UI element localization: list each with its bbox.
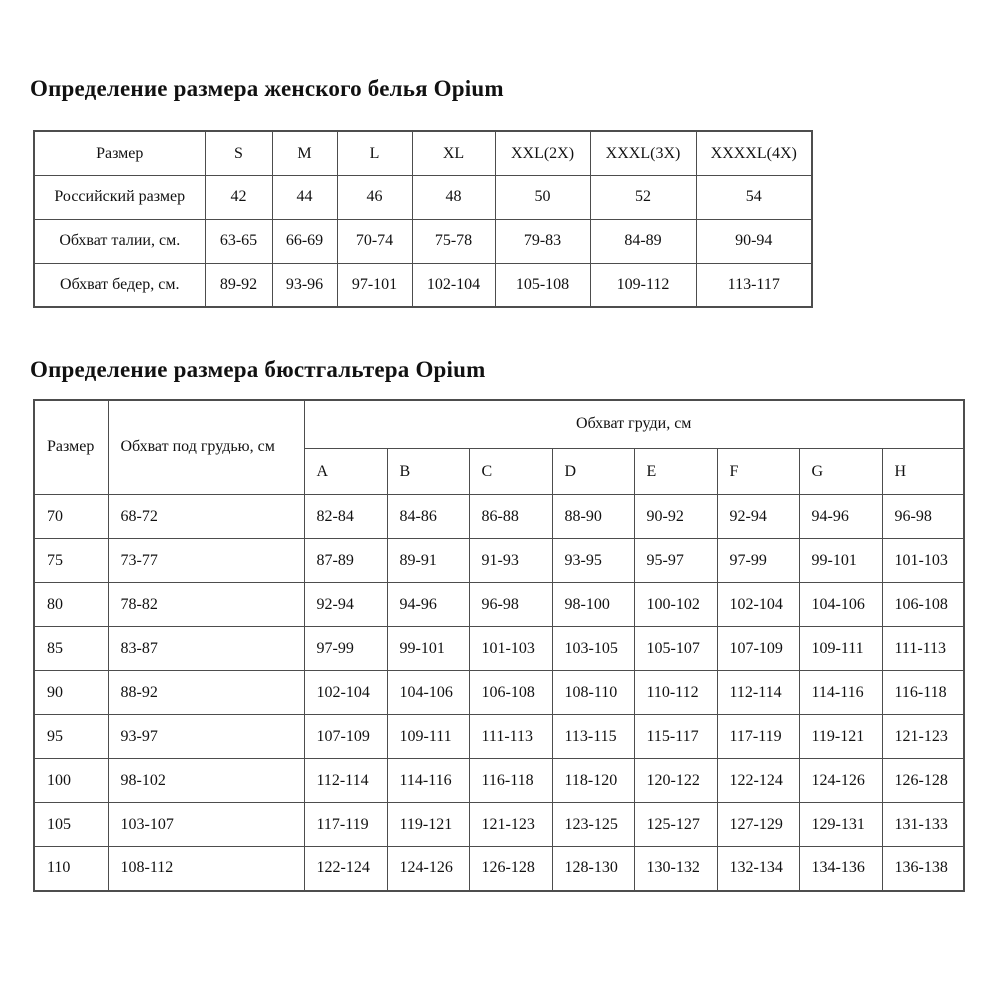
underwear-data-row [34, 263, 812, 307]
underwear-header-label-cell: Размер [34, 131, 205, 175]
bust-range-cell: 106-108 [469, 671, 552, 715]
bust-range-cell: 114-116 [387, 759, 469, 803]
bust-range-cell: 122-124 [304, 847, 387, 891]
bust-range-cell: 120-122 [634, 759, 717, 803]
bra-size-header-cell: Размер [34, 400, 108, 495]
bust-range-cell: 128-130 [552, 847, 634, 891]
bust-range-cell: 132-134 [717, 847, 799, 891]
bust-range-cell: 105-107 [634, 627, 717, 671]
bust-range-cell: 136-138 [882, 847, 964, 891]
value-cell: 97-101 [337, 263, 412, 307]
bust-range-cell: 101-103 [882, 539, 964, 583]
bra-section-title: Определение размера бюстгальтера Opium [30, 357, 486, 383]
value-cell: 54 [696, 175, 812, 219]
underwear-header-row [34, 131, 812, 175]
value-cell: 46 [337, 175, 412, 219]
value-cell: 44 [272, 175, 337, 219]
bust-range-cell: 89-91 [387, 539, 469, 583]
band-size-cell: 90 [34, 671, 108, 715]
value-cell: 79-83 [495, 219, 590, 263]
cup-letter-cell: G [799, 449, 882, 495]
bust-range-cell: 112-114 [304, 759, 387, 803]
bust-range-cell: 97-99 [717, 539, 799, 583]
bra-data-row [34, 627, 964, 671]
value-cell: 75-78 [412, 219, 495, 263]
value-cell: 63-65 [205, 219, 272, 263]
bust-range-cell: 111-113 [469, 715, 552, 759]
row-label-cell: Обхват бедер, см. [34, 263, 205, 307]
bust-range-cell: 130-132 [634, 847, 717, 891]
underbust-range-cell: 108-112 [108, 847, 304, 891]
underbust-range-cell: 78-82 [108, 583, 304, 627]
underwear-size-header-cell: L [337, 131, 412, 175]
underwear-size-table [33, 130, 813, 308]
bust-range-cell: 110-112 [634, 671, 717, 715]
bust-range-cell: 121-123 [882, 715, 964, 759]
bust-range-cell: 101-103 [469, 627, 552, 671]
underwear-data-row [34, 219, 812, 263]
bust-range-cell: 125-127 [634, 803, 717, 847]
bust-range-cell: 107-109 [304, 715, 387, 759]
band-size-cell: 110 [34, 847, 108, 891]
value-cell: 105-108 [495, 263, 590, 307]
bra-table-body [34, 400, 964, 891]
bust-range-cell: 117-119 [304, 803, 387, 847]
band-size-cell: 95 [34, 715, 108, 759]
cup-letter-cell: D [552, 449, 634, 495]
bust-range-cell: 116-118 [469, 759, 552, 803]
bust-range-cell: 102-104 [717, 583, 799, 627]
bra-data-row [34, 671, 964, 715]
bra-bust-group-header-cell: Обхват груди, см [304, 400, 964, 449]
bust-range-cell: 122-124 [717, 759, 799, 803]
underwear-data-row [34, 175, 812, 219]
bust-range-cell: 102-104 [304, 671, 387, 715]
bust-range-cell: 93-95 [552, 539, 634, 583]
underbust-range-cell: 83-87 [108, 627, 304, 671]
bra-data-row [34, 759, 964, 803]
bust-range-cell: 127-129 [717, 803, 799, 847]
bust-range-cell: 87-89 [304, 539, 387, 583]
value-cell: 52 [590, 175, 696, 219]
bust-range-cell: 94-96 [387, 583, 469, 627]
bra-data-row [34, 583, 964, 627]
band-size-cell: 70 [34, 495, 108, 539]
bust-range-cell: 111-113 [882, 627, 964, 671]
bust-range-cell: 119-121 [387, 803, 469, 847]
bust-range-cell: 113-115 [552, 715, 634, 759]
cup-letter-cell: A [304, 449, 387, 495]
row-label-cell: Обхват талии, см. [34, 219, 205, 263]
bust-range-cell: 109-111 [799, 627, 882, 671]
bra-data-row [34, 803, 964, 847]
cup-letter-cell: H [882, 449, 964, 495]
bust-range-cell: 126-128 [882, 759, 964, 803]
row-label-cell: Российский размер [34, 175, 205, 219]
underbust-range-cell: 88-92 [108, 671, 304, 715]
bust-range-cell: 99-101 [387, 627, 469, 671]
bust-range-cell: 96-98 [469, 583, 552, 627]
bust-range-cell: 90-92 [634, 495, 717, 539]
underwear-table-body [34, 131, 812, 307]
bust-range-cell: 112-114 [717, 671, 799, 715]
underwear-size-header-cell: XXXL(3X) [590, 131, 696, 175]
bust-range-cell: 115-117 [634, 715, 717, 759]
bust-range-cell: 86-88 [469, 495, 552, 539]
value-cell: 113-117 [696, 263, 812, 307]
bust-range-cell: 126-128 [469, 847, 552, 891]
underwear-size-header-cell: XXXXL(4X) [696, 131, 812, 175]
bust-range-cell: 94-96 [799, 495, 882, 539]
bust-range-cell: 108-110 [552, 671, 634, 715]
underwear-size-header-cell: M [272, 131, 337, 175]
bust-range-cell: 131-133 [882, 803, 964, 847]
value-cell: 93-96 [272, 263, 337, 307]
underwear-section-title: Определение размера женского белья Opium [30, 76, 504, 101]
value-cell: 50 [495, 175, 590, 219]
bust-range-cell: 123-125 [552, 803, 634, 847]
band-size-cell: 80 [34, 583, 108, 627]
value-cell: 66-69 [272, 219, 337, 263]
underbust-range-cell: 93-97 [108, 715, 304, 759]
underbust-range-cell: 68-72 [108, 495, 304, 539]
bust-range-cell: 103-105 [552, 627, 634, 671]
bust-range-cell: 134-136 [799, 847, 882, 891]
bust-range-cell: 104-106 [799, 583, 882, 627]
value-cell: 70-74 [337, 219, 412, 263]
bust-range-cell: 82-84 [304, 495, 387, 539]
underbust-range-cell: 103-107 [108, 803, 304, 847]
bust-range-cell: 114-116 [799, 671, 882, 715]
band-size-cell: 85 [34, 627, 108, 671]
bust-range-cell: 95-97 [634, 539, 717, 583]
bra-header-row-top [34, 400, 964, 449]
bust-range-cell: 106-108 [882, 583, 964, 627]
bust-range-cell: 109-111 [387, 715, 469, 759]
underbust-range-cell: 98-102 [108, 759, 304, 803]
bust-range-cell: 97-99 [304, 627, 387, 671]
bra-size-table [33, 399, 965, 892]
bra-data-row [34, 847, 964, 891]
bust-range-cell: 96-98 [882, 495, 964, 539]
cup-letter-cell: B [387, 449, 469, 495]
bra-data-row [34, 539, 964, 583]
bust-range-cell: 129-131 [799, 803, 882, 847]
bust-range-cell: 91-93 [469, 539, 552, 583]
bust-range-cell: 88-90 [552, 495, 634, 539]
cup-letter-cell: C [469, 449, 552, 495]
band-size-cell: 75 [34, 539, 108, 583]
bra-data-row [34, 495, 964, 539]
bust-range-cell: 119-121 [799, 715, 882, 759]
value-cell: 89-92 [205, 263, 272, 307]
bust-range-cell: 99-101 [799, 539, 882, 583]
value-cell: 42 [205, 175, 272, 219]
value-cell: 102-104 [412, 263, 495, 307]
bust-range-cell: 98-100 [552, 583, 634, 627]
bust-range-cell: 92-94 [304, 583, 387, 627]
underwear-size-header-cell: XXL(2X) [495, 131, 590, 175]
band-size-cell: 105 [34, 803, 108, 847]
cup-letter-cell: E [634, 449, 717, 495]
bust-range-cell: 107-109 [717, 627, 799, 671]
bust-range-cell: 100-102 [634, 583, 717, 627]
cup-letter-cell: F [717, 449, 799, 495]
underwear-size-header-cell: XL [412, 131, 495, 175]
value-cell: 84-89 [590, 219, 696, 263]
bust-range-cell: 117-119 [717, 715, 799, 759]
bust-range-cell: 124-126 [387, 847, 469, 891]
bust-range-cell: 92-94 [717, 495, 799, 539]
underwear-size-header-cell: S [205, 131, 272, 175]
bra-underbust-header-cell: Обхват под грудью, см [108, 400, 304, 495]
bust-range-cell: 84-86 [387, 495, 469, 539]
bra-data-row [34, 715, 964, 759]
bust-range-cell: 116-118 [882, 671, 964, 715]
value-cell: 90-94 [696, 219, 812, 263]
bust-range-cell: 104-106 [387, 671, 469, 715]
value-cell: 48 [412, 175, 495, 219]
underbust-range-cell: 73-77 [108, 539, 304, 583]
band-size-cell: 100 [34, 759, 108, 803]
bust-range-cell: 121-123 [469, 803, 552, 847]
bust-range-cell: 118-120 [552, 759, 634, 803]
bust-range-cell: 124-126 [799, 759, 882, 803]
value-cell: 109-112 [590, 263, 696, 307]
